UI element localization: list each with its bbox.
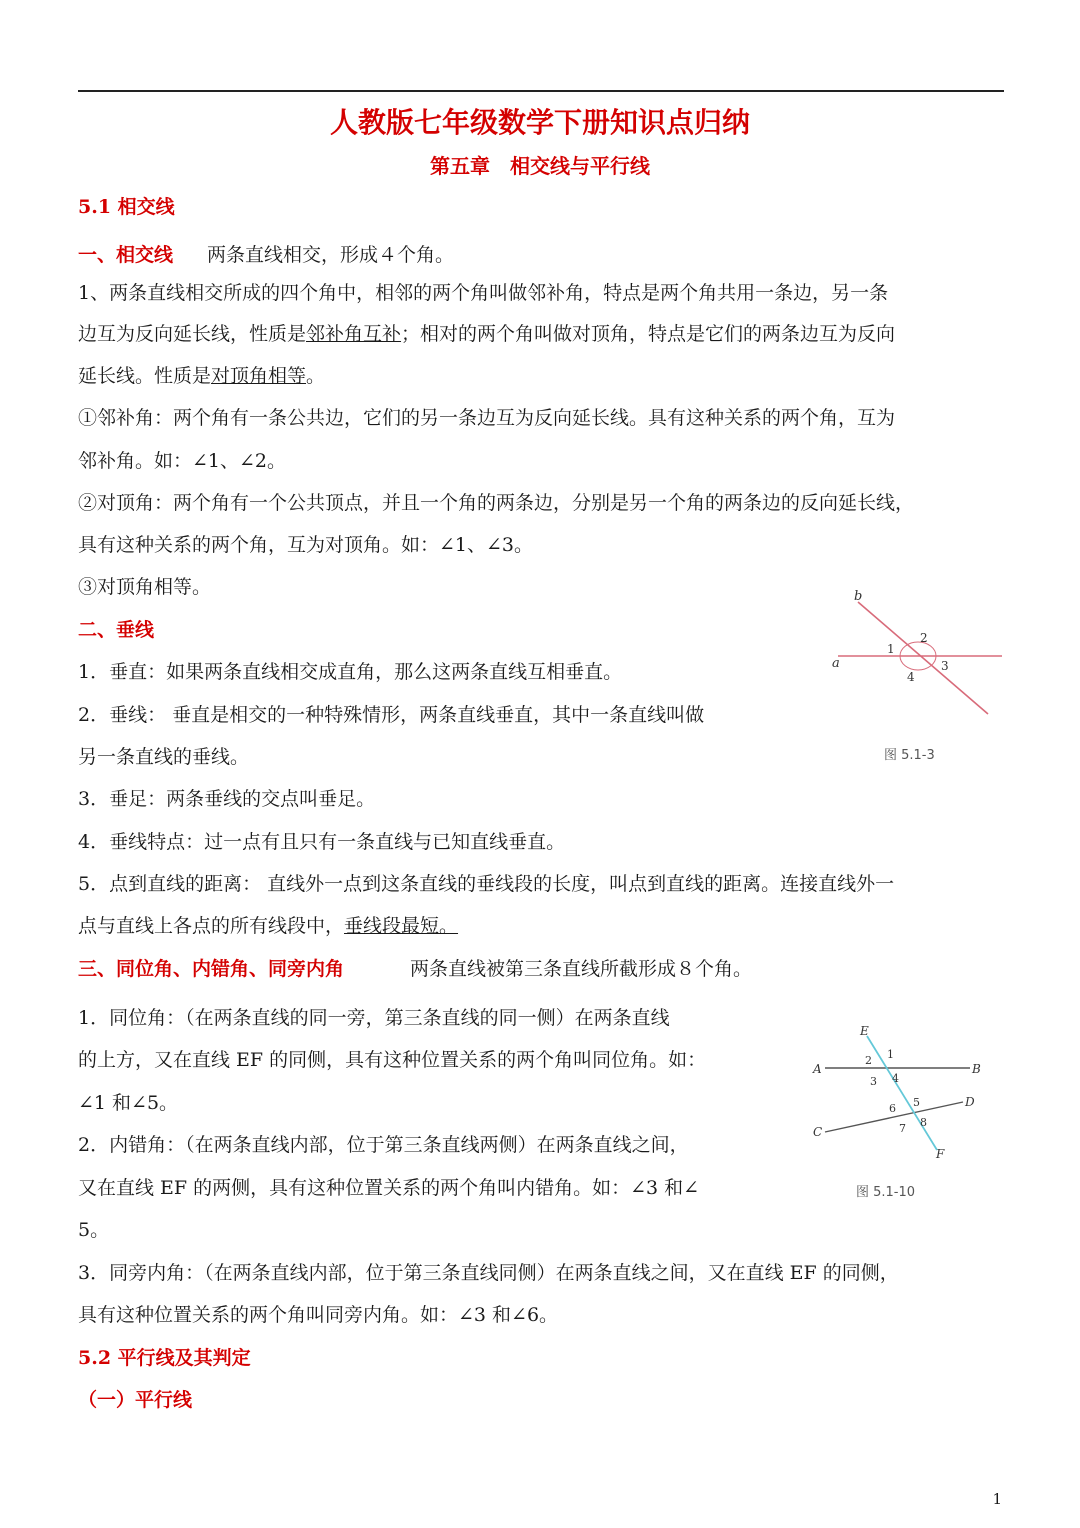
line-b <box>858 602 988 714</box>
perp-item-5-line-1: 5．点到直线的距离： 直线外一点到这条直线的垂线段的长度，叫点到直线的距离。连接直线外一 <box>78 873 895 895</box>
angle-3: 3 <box>870 1075 877 1088</box>
heading-label: 一、相交线 <box>78 244 174 266</box>
section-5-2-heading: 5.2 平行线及其判定 <box>78 1347 251 1369</box>
angles-item-2-line-2: 又在直线 EF 的两侧，具有这种位置关系的两个角叫内错角。如：∠3 和∠ <box>78 1177 700 1199</box>
text-span: 。 <box>306 365 326 387</box>
para-1-line-2 <box>78 321 895 347</box>
chapter-title: 第五章 相交线与平行线 <box>430 154 650 178</box>
label-A: A <box>813 1062 822 1076</box>
label-a: a <box>832 656 840 671</box>
header-rule <box>78 90 1004 92</box>
angles-item-1-line-3: ∠1 和∠5。 <box>78 1092 179 1114</box>
label-B: B <box>972 1062 981 1076</box>
heading-angles <box>78 956 752 982</box>
text-span: ；相对的两个角叫做对顶角，特点是它们的两条边互为反向 <box>401 323 896 345</box>
section-5-1-heading: 5.1 相交线 <box>78 196 175 218</box>
heading-text: 两条直线相交，形成４个角。 <box>207 244 455 266</box>
perp-item-2-line-2: 另一条直线的垂线。 <box>78 746 250 768</box>
angles-item-1-line-1: 1．同位角：（在两条直线的同一旁，第三条直线的同一侧）在两条直线 <box>78 1007 670 1029</box>
angle-6: 6 <box>889 1102 896 1115</box>
angles-item-3-line-2: 具有这种位置关系的两个角叫同旁内角。如：∠3 和∠6。 <box>78 1304 559 1326</box>
angle-1: 2 <box>865 1054 872 1067</box>
text-span: 延长线。性质是 <box>78 365 212 387</box>
heading-text: 两条直线被第三条直线所截形成８个角。 <box>410 958 753 980</box>
para-3-line-2: 具有这种关系的两个角，互为对顶角。如：∠1、∠3。 <box>78 534 534 556</box>
text-span: 边互为反向延长线，性质是 <box>78 323 307 345</box>
perp-item-3: 3．垂足：两条垂线的交点叫垂足。 <box>78 788 376 810</box>
angle-7: 7 <box>899 1122 906 1135</box>
label-D: D <box>965 1095 975 1109</box>
angles-item-2-line-3: 5。 <box>78 1219 110 1241</box>
figure-5-1-10 <box>805 1018 995 1168</box>
figure-5-1-10-caption: 图 5.1-10 <box>856 1185 916 1200</box>
heading-perpendicular: 二、垂线 <box>78 619 155 641</box>
angle-1-label: 1 <box>887 642 895 656</box>
perp-item-2-line-1: 2．垂线： 垂直是相交的一种特殊情形，两条直线垂直，其中一条直线叫做 <box>78 704 705 726</box>
angle-2-label: 2 <box>920 631 928 645</box>
underlined-term: 邻补角互补 <box>306 323 402 345</box>
angle-4-label: 4 <box>907 670 915 684</box>
label-E: E <box>860 1024 869 1038</box>
label-F: F <box>936 1147 945 1161</box>
angle-5: 5 <box>913 1096 920 1109</box>
angle-4: 4 <box>892 1072 899 1085</box>
label-C: C <box>813 1125 823 1139</box>
angle-8: 8 <box>920 1116 927 1129</box>
angle-3-label: 3 <box>941 659 949 673</box>
text-span: 点与直线上各点的所有线段中， <box>78 915 345 937</box>
para-1-line-3 <box>78 363 325 389</box>
figure-5-1-3 <box>820 580 1010 730</box>
para-4: ③对顶角相等。 <box>78 576 212 598</box>
angles-item-1-line-2: 的上方，又在直线 EF 的同侧，具有这种位置关系的两个角叫同位角。如： <box>78 1049 707 1071</box>
heading-intersecting-lines <box>78 242 454 268</box>
para-2-line-1: ①邻补角：两个角有一条公共边，它们的另一条边互为反向延长线。具有这种关系的两个角，互为 <box>78 407 896 429</box>
perp-item-1: 1．垂直：如果两条直线相交成直角，那么这两条直线互相垂直。 <box>78 661 623 683</box>
angles-item-2-line-1: 2．内错角：（在两条直线内部，位于第三条直线两侧）在两条直线之间， <box>78 1134 689 1156</box>
perp-item-5-line-2 <box>78 913 458 939</box>
subsection-parallel: （一）平行线 <box>78 1389 193 1411</box>
perp-item-4: 4．垂线特点：过一点有且只有一条直线与已知直线垂直。 <box>78 831 566 853</box>
page-number: 1 <box>992 1490 1002 1508</box>
figure-5-1-3-caption: 图 5.1-3 <box>884 748 935 763</box>
angle-2: 1 <box>887 1048 894 1061</box>
heading-label: 三、同位角、内错角、同旁内角 <box>78 958 345 980</box>
para-3-line-1: ②对顶角：两个角有一个公共顶点，并且一个角的两条边，分别是另一个角的两条边的反向延长线， <box>78 492 915 514</box>
label-b: b <box>854 589 863 604</box>
angles-item-3-line-1: 3．同旁内角：（在两条直线内部，位于第三条直线同侧）在两条直线之间，又在直线 EF 的同侧， <box>78 1262 899 1284</box>
page-title: 人教版七年级数学下册知识点归纳 <box>329 106 750 139</box>
underlined-term: 对顶角相等 <box>211 365 307 387</box>
para-2-line-2: 邻补角。如：∠1、∠2。 <box>78 450 287 472</box>
para-1-line-1: 1、两条直线相交所成的四个角中，相邻的两个角叫做邻补角，特点是两个角共用一条边，另一条 <box>78 282 889 304</box>
underlined-term: 垂线段最短。 <box>344 915 459 937</box>
